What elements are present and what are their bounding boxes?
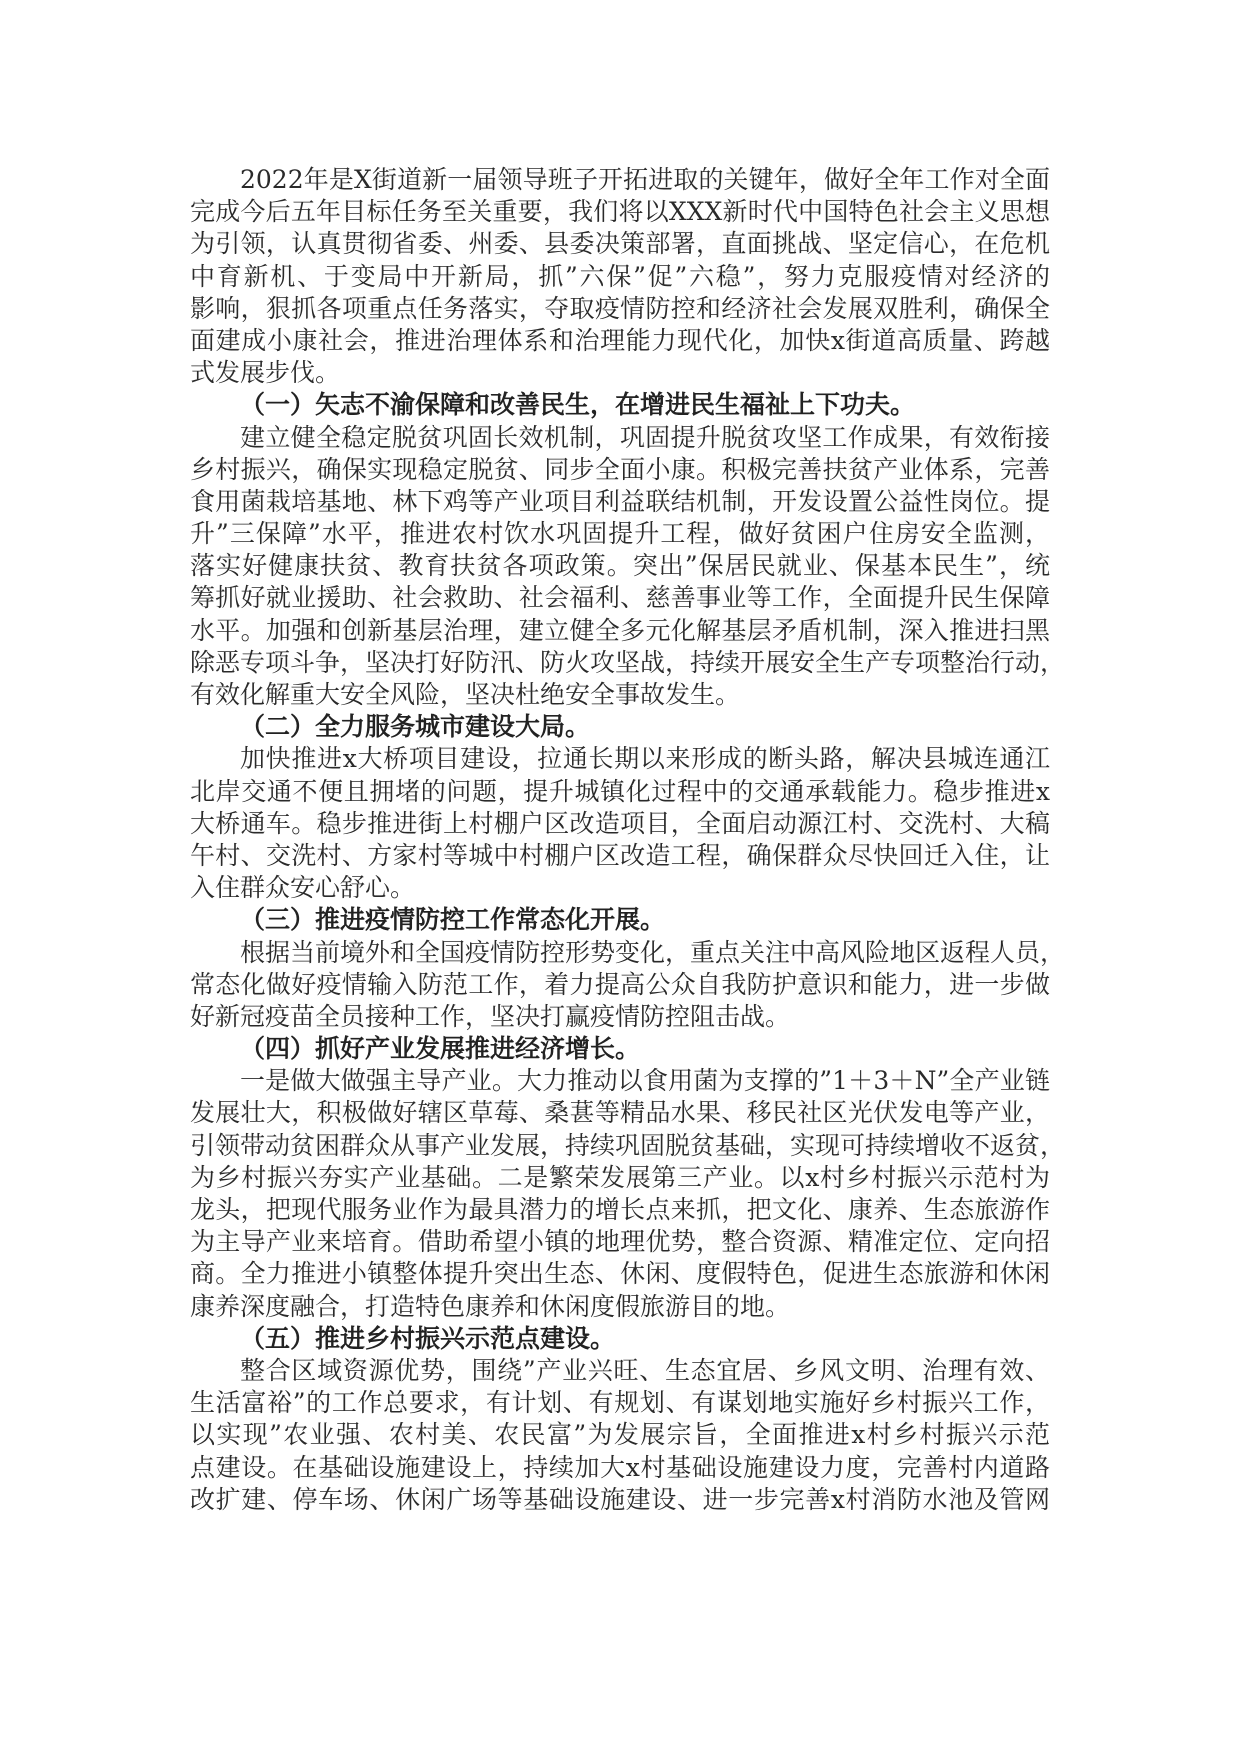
text-line: 好新冠疫苗全员接种工作，坚决打赢疫情防控阻击战。	[190, 1001, 791, 1031]
text-line: 大桥通车。稳步推进街上村棚户区改造项目，全面启动源江村、交洗村、大稿	[190, 808, 1050, 838]
section-heading-1: （一）矢志不渝保障和改善民生，在增进民生福祉上下功夫。	[240, 390, 916, 420]
text-line: 加快推进x大桥项目建设，拉通长期以来形成的断头路，解决县城连通江	[240, 744, 1050, 774]
paragraph-livelihood	[190, 422, 1066, 712]
text-line: 北岸交通不便且拥堵的问题，提升城镇化过程中的交通承载能力。稳步推进x	[190, 776, 1050, 806]
text-line: 完成今后五年目标任务至关重要，我们将以XXX新时代中国特色社会主义思想	[190, 197, 1050, 227]
text-line: 食用菌栽培基地、林下鸡等产业项目利益联结机制，开发设置公益性岗位。提	[190, 486, 1050, 516]
text-line: 龙头，把现代服务业作为最具潜力的增长点来抓，把文化、康养、生态旅游作	[190, 1195, 1050, 1224]
section-heading-3: （三）推进疫情防控工作常态化开展。	[240, 905, 666, 935]
paragraph-industry	[190, 1065, 1066, 1323]
paragraph-city-construction	[190, 743, 1050, 904]
text-line: 康养深度融合，打造特色康养和休闲度假旅游目的地。	[190, 1291, 791, 1321]
text-line: 引领带动贫困群众从事产业发展，持续巩固脱贫基础，实现可持续增收不返贫，	[190, 1130, 1066, 1160]
section-heading-2: （二）全力服务城市建设大局。	[240, 712, 591, 742]
text-line: 水平。加强和创新基层治理，建立健全多元化解基层矛盾机制，深入推进扫黑	[190, 615, 1050, 645]
paragraph-intro	[190, 164, 1050, 389]
text-line: 中育新机、于变局中开新局，抓”六保”促”六稳”，努力克服疫情对经济的	[190, 261, 1050, 291]
text-line: 为主导产业来培育。借助希望小镇的地理优势，整合资源、精准定位、定向招	[190, 1227, 1050, 1257]
text-line: 为引领，认真贯彻省委、州委、县委决策部署，直面挑战、坚定信心，在危机	[190, 229, 1050, 259]
text-line: 以实现”农业强、农村美、农民富”为发展宗旨，全面推进x村乡村振兴示范	[190, 1420, 1050, 1450]
text-line: 2022年是X街道新一届领导班子开拓进取的关键年，做好全年工作对全面	[240, 165, 1050, 194]
text-line: 除恶专项斗争，坚决打好防汛、防火攻坚战，持续开展安全生产专项整治行动，	[190, 647, 1066, 677]
text-line: 生活富裕”的工作总要求，有计划、有规划、有谋划地实施好乡村振兴工作，	[190, 1388, 1050, 1418]
text-line: 式发展步伐。	[190, 358, 341, 388]
text-line: 乡村振兴，确保实现稳定脱贫、同步全面小康。积极完善扶贫产业体系，完善	[190, 454, 1050, 484]
text-line: 面建成小康社会，推进治理体系和治理能力现代化，加快x街道高质量、跨越	[190, 325, 1050, 355]
text-line: 整合区域资源优势，围绕”产业兴旺、生态宜居、乡风文明、治理有效、	[240, 1355, 1050, 1385]
text-line: 有效化解重大安全风险，坚决杜绝安全事故发生。	[190, 680, 741, 709]
text-line: 建立健全稳定脱贫巩固长效机制，巩固提升脱贫攻坚工作成果，有效衔接	[240, 422, 1050, 452]
text-line: 升”三保障”水平，推进农村饮水巩固提升工程，做好贫困户住房安全监测，	[190, 519, 1050, 549]
text-line: 根据当前境外和全国疫情防控形势变化，重点关注中高风险地区返程人员，	[240, 937, 1066, 967]
text-line: 商。全力推进小镇整体提升突出生态、休闲、度假特色，促进生态旅游和休闲	[190, 1259, 1050, 1289]
text-line: 点建设。在基础设施建设上，持续加大x村基础设施建设力度，完善村内道路	[190, 1452, 1050, 1482]
text-line: 常态化做好疫情输入防范工作，着力提高公众自我防护意识和能力，进一步做	[190, 969, 1050, 999]
text-line: 入住群众安心舒心。	[190, 873, 416, 903]
text-line: 影响，狠抓各项重点任务落实，夺取疫情防控和经济社会发展双胜利，确保全	[190, 293, 1050, 323]
document-page	[190, 164, 1066, 1516]
paragraph-rural-revitalization	[190, 1355, 1050, 1516]
text-line: 落实好健康扶贫、教育扶贫各项政策。突出”保居民就业、保基本民生”，统	[190, 551, 1050, 581]
text-line: 为乡村振兴夯实产业基础。二是繁荣发展第三产业。以x村乡村振兴示范村为	[190, 1162, 1050, 1192]
section-heading-4: （四）抓好产业发展推进经济增长。	[240, 1034, 641, 1064]
text-line: 筹抓好就业援助、社会救助、社会福利、慈善事业等工作，全面提升民生保障	[190, 583, 1050, 613]
section-heading-5: （五）推进乡村振兴示范点建设。	[240, 1323, 616, 1353]
text-line: 一是做大做强主导产业。大力推动以食用菌为支撑的”1＋3＋N”全产业链	[240, 1066, 1050, 1096]
text-line: 改扩建、停车场、休闲广场等基础设施建设、进一步完善x村消防水池及管网	[190, 1484, 1050, 1514]
text-line: 午村、交洗村、方家村等城中村棚户区改造工程，确保群众尽快回迁入住，让	[190, 840, 1050, 870]
text-line: 发展壮大，积极做好辖区草莓、桑葚等精品水果、移民社区光伏发电等产业，	[190, 1098, 1050, 1128]
paragraph-epidemic	[190, 937, 1066, 1034]
